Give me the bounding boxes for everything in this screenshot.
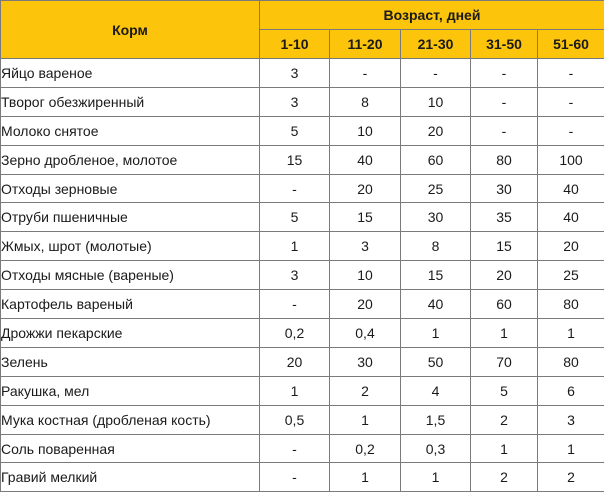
amount-cell: 20	[330, 290, 401, 319]
amount-cell: 30	[401, 203, 471, 232]
feed-column-header: Корм	[1, 1, 260, 59]
table-row	[1, 232, 604, 261]
table-row	[1, 145, 604, 174]
amount-cell: 5	[260, 116, 330, 145]
amount-cell: 50	[401, 347, 471, 376]
amount-cell: 1	[538, 434, 604, 463]
age-column-header: 31-50	[471, 30, 538, 59]
amount-cell: 0,5	[260, 405, 330, 434]
age-column-header: 21-30	[401, 30, 471, 59]
amount-cell: 70	[471, 347, 538, 376]
amount-cell: -	[471, 87, 538, 116]
amount-cell: 25	[538, 261, 604, 290]
amount-cell: 10	[330, 261, 401, 290]
feed-name-cell: Отходы зерновые	[1, 174, 260, 203]
table-row	[1, 87, 604, 116]
table-row	[1, 116, 604, 145]
amount-cell: 35	[471, 203, 538, 232]
amount-cell: 0,2	[330, 434, 401, 463]
amount-cell: 2	[471, 463, 538, 492]
amount-cell: 3	[260, 261, 330, 290]
feed-name-cell: Зелень	[1, 347, 260, 376]
table-row	[1, 319, 604, 348]
feed-name-cell: Жмых, шрот (молотые)	[1, 232, 260, 261]
amount-cell: 1	[260, 376, 330, 405]
amount-cell: 3	[260, 87, 330, 116]
amount-cell: 3	[330, 232, 401, 261]
table-row	[1, 59, 604, 88]
amount-cell: 0,4	[330, 319, 401, 348]
amount-cell: 2	[538, 463, 604, 492]
amount-cell: -	[260, 174, 330, 203]
amount-cell: 100	[538, 145, 604, 174]
table-row	[1, 347, 604, 376]
amount-cell: 10	[401, 87, 471, 116]
table-row	[1, 174, 604, 203]
amount-cell: 3	[538, 405, 604, 434]
amount-cell: 40	[401, 290, 471, 319]
amount-cell: 30	[471, 174, 538, 203]
amount-cell: 60	[401, 145, 471, 174]
feed-name-cell: Ракушка, мел	[1, 376, 260, 405]
amount-cell: -	[260, 463, 330, 492]
amount-cell: 40	[330, 145, 401, 174]
amount-cell: 60	[471, 290, 538, 319]
feed-name-cell: Зерно дробленое, молотое	[1, 145, 260, 174]
header-row-top	[1, 1, 604, 30]
amount-cell: 30	[330, 347, 401, 376]
feed-name-cell: Гравий мелкий	[1, 463, 260, 492]
age-column-header: 1-10	[260, 30, 330, 59]
table-row	[1, 261, 604, 290]
amount-cell: -	[471, 116, 538, 145]
amount-cell: -	[471, 59, 538, 88]
amount-cell: 4	[401, 376, 471, 405]
amount-cell: 1	[401, 463, 471, 492]
age-column-header: 51-60	[538, 30, 604, 59]
amount-cell: 15	[330, 203, 401, 232]
amount-cell: -	[401, 59, 471, 88]
amount-cell: 6	[538, 376, 604, 405]
feed-name-cell: Яйцо вареное	[1, 59, 260, 88]
amount-cell: 20	[260, 347, 330, 376]
amount-cell: 3	[260, 59, 330, 88]
table-row	[1, 405, 604, 434]
amount-cell: 1	[471, 434, 538, 463]
amount-cell: 8	[330, 87, 401, 116]
age-column-header: 11-20	[330, 30, 401, 59]
amount-cell: 1	[260, 232, 330, 261]
amount-cell: 1	[401, 319, 471, 348]
amount-cell: 80	[538, 290, 604, 319]
amount-cell: 15	[471, 232, 538, 261]
amount-cell: 40	[538, 174, 604, 203]
table-row	[1, 434, 604, 463]
feed-name-cell: Мука костная (дробленая кость)	[1, 405, 260, 434]
feed-name-cell: Дрожжи пекарские	[1, 319, 260, 348]
amount-cell: 20	[330, 174, 401, 203]
amount-cell: 0,3	[401, 434, 471, 463]
amount-cell: 1	[538, 319, 604, 348]
amount-cell: 25	[401, 174, 471, 203]
amount-cell: -	[330, 59, 401, 88]
table-row	[1, 463, 604, 492]
amount-cell: -	[260, 434, 330, 463]
feed-name-cell: Отходы мясные (вареные)	[1, 261, 260, 290]
age-group-header: Возраст, дней	[260, 1, 604, 30]
feed-table-body	[1, 59, 604, 492]
amount-cell: 5	[260, 203, 330, 232]
amount-cell: 2	[330, 376, 401, 405]
table-row	[1, 203, 604, 232]
amount-cell: -	[538, 87, 604, 116]
amount-cell: 15	[401, 261, 471, 290]
amount-cell: 80	[471, 145, 538, 174]
feed-name-cell: Отруби пшеничные	[1, 203, 260, 232]
amount-cell: 5	[471, 376, 538, 405]
amount-cell: -	[538, 116, 604, 145]
amount-cell: 80	[538, 347, 604, 376]
amount-cell: -	[260, 290, 330, 319]
amount-cell: 15	[260, 145, 330, 174]
amount-cell: 0,2	[260, 319, 330, 348]
amount-cell: 1,5	[401, 405, 471, 434]
feed-name-cell: Картофель вареный	[1, 290, 260, 319]
amount-cell: 1	[471, 319, 538, 348]
amount-cell: -	[538, 59, 604, 88]
amount-cell: 20	[401, 116, 471, 145]
table-row	[1, 376, 604, 405]
amount-cell: 10	[330, 116, 401, 145]
amount-cell: 20	[471, 261, 538, 290]
feed-name-cell: Творог обезжиренный	[1, 87, 260, 116]
feed-name-cell: Молоко снятое	[1, 116, 260, 145]
feed-name-cell: Соль поваренная	[1, 434, 260, 463]
table-row	[1, 290, 604, 319]
amount-cell: 40	[538, 203, 604, 232]
amount-cell: 1	[330, 463, 401, 492]
amount-cell: 1	[330, 405, 401, 434]
amount-cell: 20	[538, 232, 604, 261]
amount-cell: 2	[471, 405, 538, 434]
amount-cell: 8	[401, 232, 471, 261]
